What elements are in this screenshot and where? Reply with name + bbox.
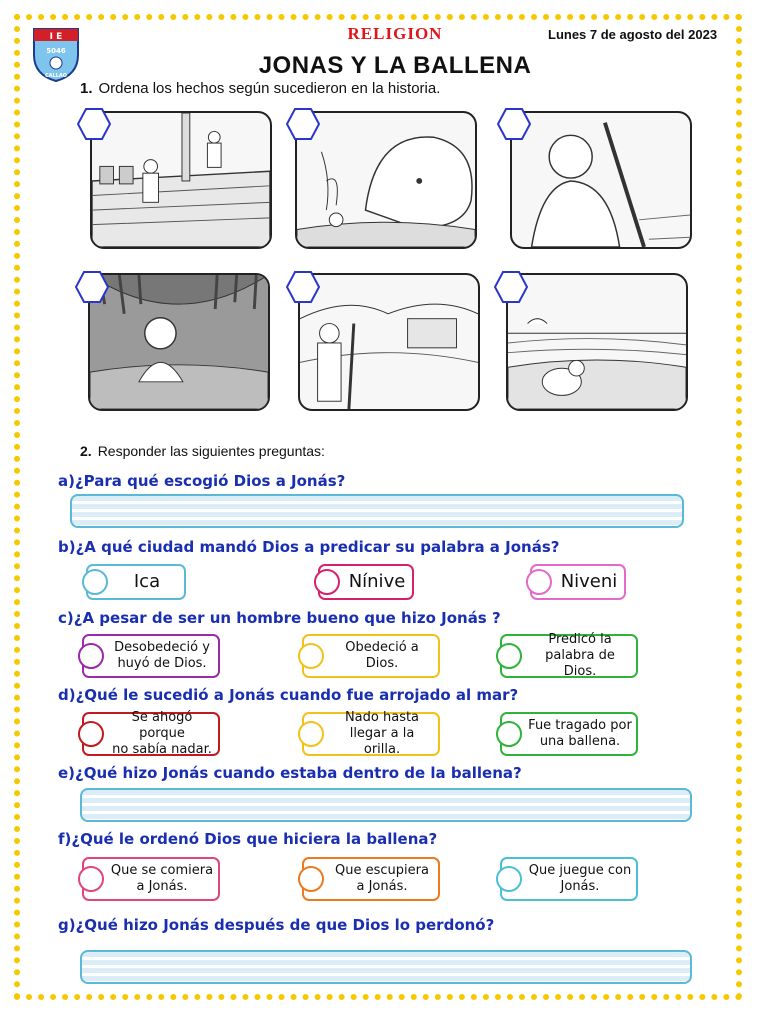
section2-number: 2. xyxy=(80,443,92,459)
option-d-2-label: Nado hasta llegar a la orilla. xyxy=(344,710,420,757)
option-f-2[interactable] xyxy=(302,857,440,901)
section1-instruction xyxy=(80,80,440,97)
order-hexagon-6[interactable] xyxy=(494,270,528,304)
question-e: e)¿Qué hizo Jonás cuando estaba dentro de la ballena? xyxy=(58,764,522,782)
option-c-3[interactable] xyxy=(500,634,638,678)
option-d-3-circle[interactable] xyxy=(496,721,522,747)
badge-top-text: I E xyxy=(49,32,63,42)
option-b-1[interactable] xyxy=(86,564,186,600)
option-b-3[interactable] xyxy=(530,564,626,600)
option-c-2-label: Obedeció a Dios. xyxy=(345,640,419,671)
option-c-2-circle[interactable] xyxy=(298,643,324,669)
answer-field-g[interactable] xyxy=(80,950,692,984)
option-b-3-label: Niveni xyxy=(560,571,618,592)
option-d-1-circle[interactable] xyxy=(78,721,104,747)
option-d-1[interactable] xyxy=(82,712,220,756)
badge-number: 5046 xyxy=(46,47,66,55)
option-d-1-label: Se ahogó porque no sabía nadar. xyxy=(112,710,212,757)
question-g: g)¿Qué hizo Jonás después de que Dios lo perdonó? xyxy=(58,916,495,934)
option-d-2[interactable] xyxy=(302,712,440,756)
option-f-1[interactable] xyxy=(82,857,220,901)
badge-city: CALLAO xyxy=(44,73,68,79)
option-f-1-label: Que se comiera a Jonás. xyxy=(110,863,214,894)
option-d-3-label: Fue tragado por una ballena. xyxy=(528,718,632,749)
section2-text: Responder las siguientes preguntas: xyxy=(97,443,325,459)
option-c-3-label: Predicó la palabra de Dios. xyxy=(545,632,615,679)
story-picture-inside-whale xyxy=(88,273,270,411)
date-text: Lunes 7 de agosto del 2023 xyxy=(548,27,718,42)
answer-field-a[interactable] xyxy=(70,494,684,528)
option-b-2-circle[interactable] xyxy=(314,569,340,595)
order-hexagon-3[interactable] xyxy=(497,107,531,141)
story-picture-jonah-staff xyxy=(510,111,692,249)
question-d: d)¿Qué le sucedió a Jonás cuando fue arrojado al mar? xyxy=(58,686,519,704)
question-b: b)¿A qué ciudad mandó Dios a predicar su palabra a Jonás? xyxy=(58,538,560,556)
option-c-1[interactable] xyxy=(82,634,220,678)
option-c-1-label: Desobedeció y huyó de Dios. xyxy=(114,640,210,671)
story-picture-nineveh xyxy=(298,273,480,411)
question-a: a)¿Para qué escogió Dios a Jonás? xyxy=(58,472,346,490)
question-f: f)¿Qué le ordenó Dios que hiciera la ballena? xyxy=(58,830,438,848)
option-b-3-circle[interactable] xyxy=(526,569,552,595)
order-hexagon-5[interactable] xyxy=(286,270,320,304)
question-c: c)¿A pesar de ser un hombre bueno que hizo Jonás ? xyxy=(58,609,501,627)
subject-heading: RELIGION xyxy=(347,24,443,43)
order-hexagon-1[interactable] xyxy=(77,107,111,141)
option-b-2-label: Nínive xyxy=(348,571,406,592)
option-f-2-circle[interactable] xyxy=(298,866,324,892)
option-d-2-circle[interactable] xyxy=(298,721,324,747)
option-f-3-label: Que juegue con Jonás. xyxy=(528,863,632,894)
option-d-3[interactable] xyxy=(500,712,638,756)
section1-text: Ordena los hechos según sucedieron en la historia. xyxy=(98,80,441,97)
order-hexagon-4[interactable] xyxy=(75,270,109,304)
section2-instruction xyxy=(80,443,325,459)
option-f-3[interactable] xyxy=(500,857,638,901)
option-c-2[interactable] xyxy=(302,634,440,678)
option-b-2[interactable] xyxy=(318,564,414,600)
worksheet-title: JONAS Y LA BALLENA xyxy=(258,52,532,79)
section1-number: 1. xyxy=(80,80,93,97)
option-b-1-circle[interactable] xyxy=(82,569,108,595)
option-b-1-label: Ica xyxy=(133,571,161,592)
option-c-1-circle[interactable] xyxy=(78,643,104,669)
story-picture-whale xyxy=(295,111,477,249)
answer-field-e[interactable] xyxy=(80,788,692,822)
story-picture-shore xyxy=(506,273,688,411)
school-crest-logo xyxy=(30,25,82,83)
option-f-2-label: Que escupiera a Jonás. xyxy=(335,863,429,894)
story-picture-ship xyxy=(90,111,272,249)
option-c-3-circle[interactable] xyxy=(496,643,522,669)
option-f-1-circle[interactable] xyxy=(78,866,104,892)
option-f-3-circle[interactable] xyxy=(496,866,522,892)
order-hexagon-2[interactable] xyxy=(286,107,320,141)
